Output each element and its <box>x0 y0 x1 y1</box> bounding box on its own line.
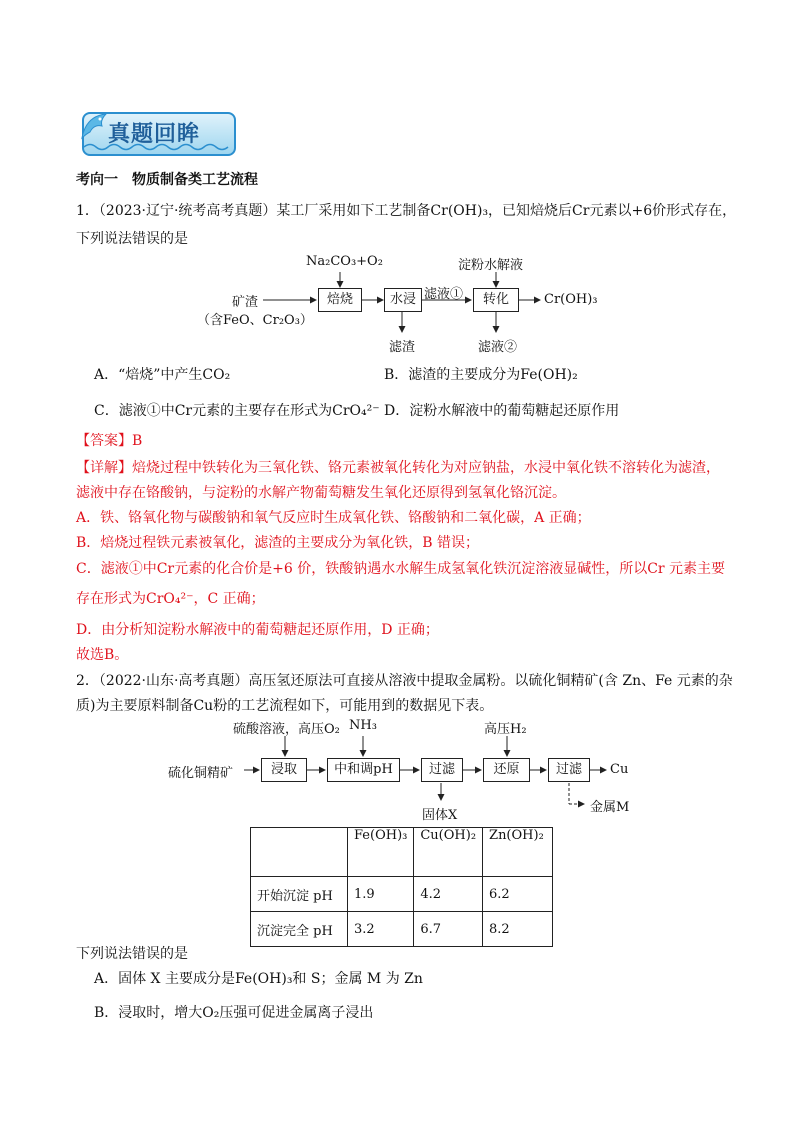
answer-b: B．焙烧过程铁元素被氧化，滤渣的主要成分为氧化铁，B 错误； <box>76 535 480 551</box>
table-cell: 4.2 <box>414 877 483 912</box>
section-heading: 考向一 物质制备类工艺流程 <box>76 172 258 188</box>
q2-line1: 2．（2022·山东·高考真题）高压氢还原法可直接从溶液中提取金属粉。以硫化铜精矿(含 Zn、Fe 元素的杂 <box>76 673 733 689</box>
flow2-solid: 固体X <box>422 808 458 823</box>
flow1-reagent-top2: 淀粉水解液 <box>458 258 524 273</box>
flow2-reagent1: 硫酸溶液，高压O₂ <box>233 722 340 737</box>
flow2-step-reduce: 还原 <box>483 758 530 782</box>
flow1-product: Cr(OH)₃ <box>544 292 598 307</box>
table-row <box>251 912 553 947</box>
badge-title: 真题回眸 <box>108 122 201 147</box>
q1-line2: 下列说法错误的是 <box>76 231 188 247</box>
answer-c-2: 存在形式为CrO₄²⁻，C 正确； <box>76 591 265 607</box>
answer-a: A．铁、铬氧化物与碳酸钠和氧气反应时生成氧化铁、铬酸钠和二氧化碳，A 正确； <box>76 510 591 526</box>
answer-d: D．由分析知淀粉水解液中的葡萄糖起还原作用，D 正确； <box>76 622 439 638</box>
table-header-cell <box>251 828 348 877</box>
flow2-step-leach: 浸取 <box>261 758 307 782</box>
flow2-reagent3: 高压H₂ <box>484 722 527 737</box>
flow1-filtrate2: 滤液② <box>478 340 518 355</box>
table-cell: 8.2 <box>483 912 553 947</box>
ph-table <box>250 827 553 947</box>
flow1-residue: 滤渣 <box>389 340 416 355</box>
answer-final: 故选B。 <box>76 647 129 663</box>
table-cell: 1.9 <box>348 877 414 912</box>
table-header-cell: Zn(OH)₂ <box>483 828 553 877</box>
flow2-step-filter1: 过滤 <box>421 758 463 782</box>
flow2-product: Cu <box>610 762 629 777</box>
flow2-input: 硫化铜精矿 <box>168 766 234 781</box>
table-cell: 沉淀完全 pH <box>251 912 348 947</box>
flow2-step-neutralize: 中和调pH <box>327 758 400 782</box>
q1-option-c: C．滤液①中Cr元素的主要存在形式为CrO₄²⁻ <box>94 403 380 419</box>
q1-option-a: A．“焙烧”中产生CO₂ <box>94 367 231 383</box>
q1-line1: 1．（2023·辽宁·统考高考真题）某工厂采用如下工艺制备Cr(OH)₃，已知焙烧后Cr元素以+6价形式存在， <box>76 203 737 219</box>
flow2-step-filter2: 过滤 <box>548 758 590 782</box>
q2-option-b: B．浸取时，增大O₂压强可促进金属离子浸出 <box>94 1005 374 1021</box>
answer-c-1: C．滤液①中Cr元素的化合价是+6 价，铁酸钠遇水水解生成氢氧化铁沉淀溶液显碱性，所以Cr 元素主要 <box>76 561 726 577</box>
q1-option-d: D．淀粉水解液中的葡萄糖起还原作用 <box>384 403 620 419</box>
flow2-reagent2: NH₃ <box>349 718 377 733</box>
table-header-cell: Fe(OH)₃ <box>348 828 414 877</box>
q1-option-b: B．滤渣的主要成分为Fe(OH)₂ <box>384 367 578 383</box>
flow1-step-convert: 转化 <box>473 288 519 312</box>
table-cell: 3.2 <box>348 912 414 947</box>
answer-detail-2: 滤液中存在铬酸钠，与淀粉的水解产物葡萄糖发生氧化还原得到氢氧化铬沉淀。 <box>76 485 566 501</box>
table-header-cell: Cu(OH)₂ <box>414 828 483 877</box>
table-cell: 6.2 <box>483 877 553 912</box>
table-cell: 开始沉淀 pH <box>251 877 348 912</box>
flow1-reagent-top: Na₂CO₃+O₂ <box>306 254 383 269</box>
q2-prompt: 下列说法错误的是 <box>76 946 188 962</box>
answer-detail-1: 【详解】焙烧过程中铁转化为三氧化铁、铬元素被氧化转化为对应钠盐，水浸中氧化铁不溶转化为滤渣， <box>76 460 720 476</box>
flow1-input: 矿渣 <box>232 295 259 310</box>
flow1-step-leach: 水浸 <box>384 288 422 312</box>
flow2-metal: 金属M <box>590 800 630 815</box>
q2-line2: 质)为主要原料制备Cu粉的工艺流程如下，可能用到的数据见下表。 <box>76 698 494 714</box>
q2-option-a: A．固体 X 主要成分是Fe(OH)₃和 S；金属 M 为 Zn <box>94 971 423 987</box>
table-row <box>251 877 553 912</box>
table-header-row <box>251 828 553 877</box>
answer-label: 【答案】B <box>76 433 143 449</box>
flow1-filtrate1: 滤液① <box>424 287 464 302</box>
flow1-step-roast: 焙烧 <box>318 288 362 312</box>
flow1-input-note: （含FeO、Cr₂O₃） <box>197 313 313 328</box>
table-cell: 6.7 <box>414 912 483 947</box>
